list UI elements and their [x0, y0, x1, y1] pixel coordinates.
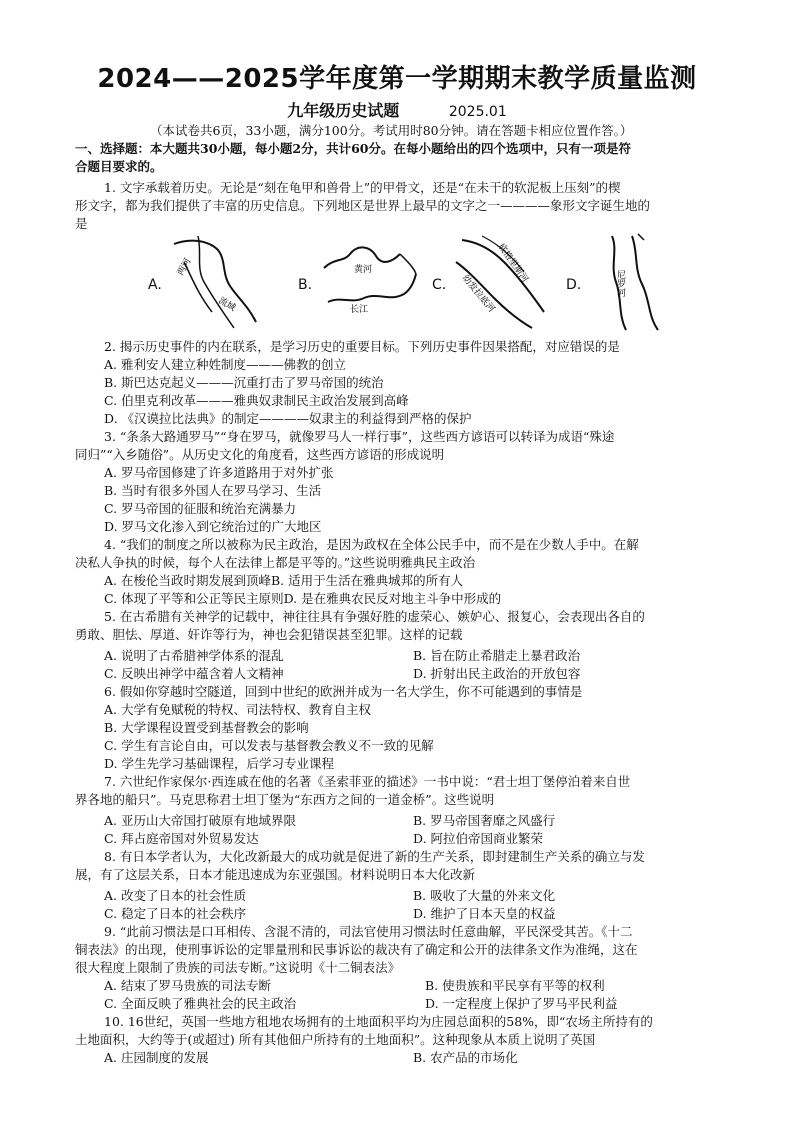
question-line: C. 体现了平等和公正等民主原则D. 是在雅典农民反对地主斗争中形成的 — [104, 591, 502, 606]
question-line: B. 吸收了大量的外来文化 — [413, 888, 556, 903]
question-line: D. 一定程度上保护了罗马平民利益 — [425, 996, 618, 1011]
question-line: 8. 有日本学者认为，大化改新最大的成功就是促进了新的生产关系，即封建制生产关系的确立与发 — [104, 849, 645, 864]
question-line: A. 结束了罗马贵族的司法专断 — [104, 978, 271, 993]
question-line: 决私人争执的时候，每个人在法律上都是平等的。”这些说明雅典民主政治 — [75, 555, 476, 570]
question-line: A. 庄园制度的发展 — [104, 1050, 209, 1065]
question-line: C. 罗马帝国的征服和统治充满暴力 — [104, 501, 297, 516]
question-line: 形文字，都为我们提供了丰富的历史信息。下列地区是世界上最早的文字之一————象形文字诞生地的 — [75, 198, 651, 213]
question-line: 是 — [75, 216, 88, 231]
question-line: D. 学生先学习基础课程，后学习专业课程 — [104, 756, 335, 771]
question-line: A. 雅利安人建立种姓制度———佛教的创立 — [104, 357, 346, 372]
exam-date: 2025.01 — [448, 104, 507, 120]
question-line: 2. 揭示历史事件的内在联系，是学习历史的重要目标。下列历史事件因果搭配，对应错误的是 — [104, 339, 620, 354]
map-c-river-label-2: 幼发拉底河 — [459, 273, 497, 315]
question-line: D. 罗马文化渗入到它统治过的广大地区 — [104, 519, 322, 534]
question-line: B. 旨在防止希腊走上暴君政治 — [413, 648, 581, 663]
question-line: C. 拜占庭帝国对外贸易发达 — [104, 831, 259, 846]
question-line: B. 农产品的市场化 — [413, 1050, 518, 1065]
question-line: B. 当时有很多外国人在罗马学习、生活 — [104, 483, 322, 498]
question-line: B. 大学课程设置受到基督教会的影响 — [104, 720, 309, 735]
question-line: 9. “此前习惯法是口耳相传、含混不清的，司法官使用习惯法时任意曲解，平民深受其苦。《十二 — [104, 924, 633, 939]
map-option-d-label: D. — [566, 277, 582, 293]
map-a-region-label-1: 两河 — [175, 256, 194, 278]
question-line: 6. 假如你穿越时空隧道，回到中世纪的欧洲并成为一名大学生，你不可能遇到的事情是 — [104, 684, 583, 699]
question-line: 土地面积，大约等于(或超过) 所有其他佃户所持有的土地面积”。这种现象从本质上说明了英国 — [75, 1032, 596, 1047]
map-option-a-label: A. — [148, 277, 162, 293]
question-line: 铜表法》的出现，使刑事诉讼的定罪量刑和民事诉讼的裁决有了确定和公开的法律条文作为准绳，这在 — [75, 942, 638, 957]
question-line: 展，有了这层关系，日本才能迅速成为东亚强国。材料说明日本大化改新 — [75, 867, 476, 882]
map-option-d — [598, 232, 678, 332]
grade-subject: 九年级历史试题 — [287, 101, 400, 120]
exam-note: （本试卷共6页，33小题，满分100分。考试用时80分钟。请在答题卡相应位置作答。） — [150, 123, 633, 138]
map-option-c-label: C. — [432, 277, 447, 293]
map-c-river-label-1: 底格里斯河 — [495, 241, 530, 285]
map-option-c — [452, 232, 548, 332]
question-line: B. 罗马帝国奢靡之风盛行 — [413, 813, 556, 828]
question-line: D. 维护了日本天皇的权益 — [413, 906, 556, 921]
question-line: C. 伯里克利改革———雅典奴隶制民主政治发展到高峰 — [104, 393, 409, 408]
map-option-a — [168, 232, 260, 332]
question-line: 很大程度上限制了贵族的司法专断。”这说明《十二铜表法》 — [75, 960, 401, 975]
question-line: D. 阿拉伯帝国商业繁荣 — [413, 831, 544, 846]
question-line: A. 大学有免赋税的特权、司法特权、教育自主权 — [104, 702, 371, 717]
question-line: 7. 六世纪作家保尔·西连戚在他的名著《圣索菲亚的描述》一书中说：“君士坦丁堡停泊着来自世 — [104, 774, 631, 789]
exam-title: 2024——2025学年度第一学期期末教学质量监测 — [97, 64, 697, 94]
question-line: A. 亚历山大帝国打破原有地域界限 — [104, 813, 296, 828]
question-line: A. 罗马帝国修建了许多道路用于对外扩张 — [104, 465, 334, 480]
map-option-b-label: B. — [298, 277, 313, 293]
question-line: D. 折射出民主政治的开放包容 — [413, 666, 581, 681]
exam-subtitle — [0, 98, 794, 121]
question-line: 4. “我们的制度之所以被称为民主政治，是因为政权在全体公民手中，而不是在少数人手中。在解 — [104, 537, 639, 552]
question-line: 界各地的船只”。马克思称君士坦丁堡为“东西方之间的一道金桥”。这些说明 — [75, 792, 495, 807]
question-line: 3. “条条大路通罗马”“身在罗马，就像罗马人一样行事”，这些西方谚语可以转译为成语“殊途 — [104, 429, 615, 444]
map-option-b — [320, 232, 420, 332]
question-line: B. 使贵族和平民享有平等的权利 — [425, 978, 605, 993]
question-line: 10. 16世纪，英国一些地方租地农场拥有的土地面积平均为庄园总面积的58%，即“农场主所持有的 — [104, 1014, 653, 1029]
section-instruction-cont: 合题目要求的。 — [75, 159, 163, 174]
map-b-river-label-1: 黄河 — [354, 265, 373, 275]
question-line: 同归”“入乡随俗”。从历史文化的角度看，这些西方谚语的形成说明 — [75, 447, 445, 462]
map-a-region-label-2: 流域 — [216, 295, 238, 314]
question-line: C. 学生有言论自由，可以发表与基督教会教义不一致的见解 — [104, 738, 434, 753]
question-line: B. 斯巴达克起义———沉重打击了罗马帝国的统治 — [104, 375, 384, 390]
question-line: A. 在梭伦当政时期发展到顶峰B. 适用于生活在雅典城邦的所有人 — [104, 573, 464, 588]
question-line: 1. 文字承载着历史。无论是“刻在龟甲和兽骨上”的甲骨文，还是“在未干的软泥板上压刻”的楔 — [104, 180, 621, 195]
question-line: 5. 在古希腊有关神学的记载中，神往往具有争强好胜的虚荣心、嫉妒心、报复心，会表现出各自的 — [104, 609, 645, 624]
question-line: C. 稳定了日本的社会秩序 — [104, 906, 247, 921]
question-line: A. 改变了日本的社会性质 — [104, 888, 246, 903]
question-line: C. 反映出神学中蕴含着人文精神 — [104, 666, 284, 681]
question-line: A. 说明了古希腊神学体系的混乱 — [104, 648, 284, 663]
question-line: D. 《汉谟拉比法典》的制定————奴隶主的利益得到严格的保护 — [104, 411, 472, 426]
question-line: 勇敢、胆怯、厚道、奸诈等行为，神也会犯错误甚至犯罪。这样的记载 — [75, 627, 463, 642]
question-line: C. 全面反映了雅典社会的民主政治 — [104, 996, 297, 1011]
section-instruction: 一、选择题：本大题共30小题，每小题2分，共计60分。在每小题给出的四个选项中，只有一项是符 — [75, 141, 631, 156]
map-b-river-label-2: 长江 — [350, 305, 369, 315]
map-d-river-label: 尼罗河 — [615, 270, 625, 297]
